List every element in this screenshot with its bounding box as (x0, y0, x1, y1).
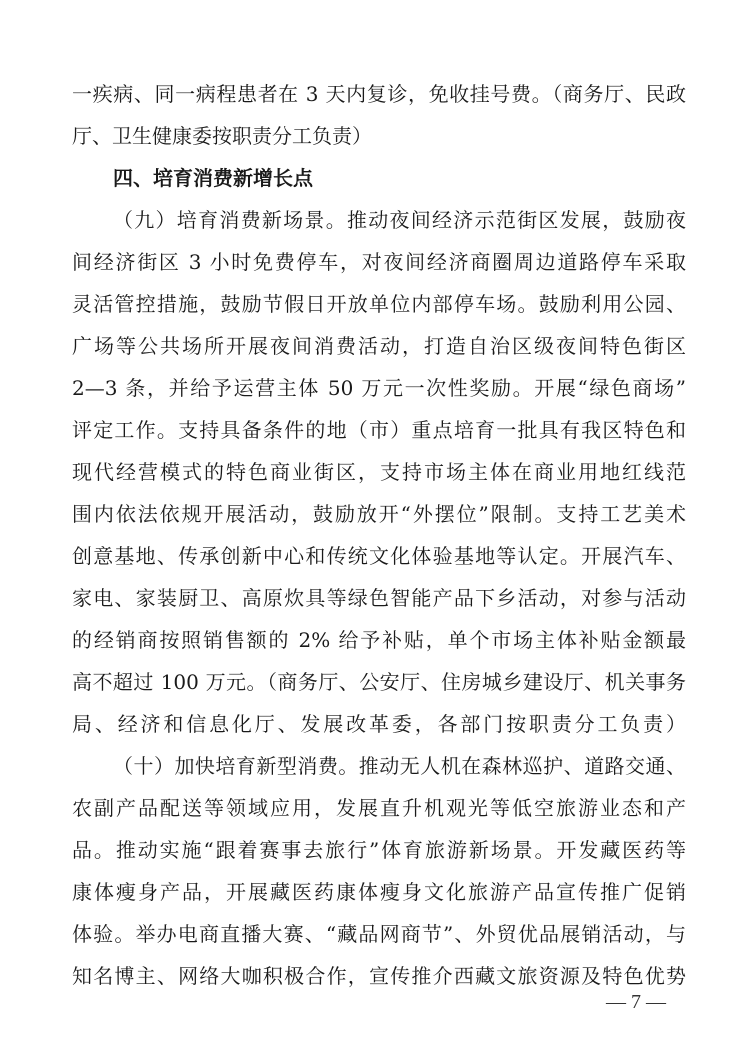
body-line: 高不超过 100 万元。（商务厅、公安厅、住房城乡建设厅、机关事务 (72, 670, 686, 694)
paragraph-first-line: （十）加快培育新型消费。推动无人机在森林巡护、道路交通、 (113, 754, 686, 778)
body-line: 家电、家装厨卫、高原炊具等绿色智能产品下乡活动，对参与活动 (72, 586, 686, 610)
body-line: 的经销商按照销售额的 2% 给予补贴，单个市场主体补贴金额最 (72, 628, 686, 652)
body-line: 厅、卫生健康委按职责分工负责） (72, 124, 372, 148)
body-line: 创意基地、传承创新中心和传统文化体验基地等认定。开展汽车、 (72, 544, 686, 568)
paragraph-first-line: （九）培育消费新场景。推动夜间经济示范街区发展，鼓励夜 (113, 208, 686, 232)
body-line: 知名博主、网络大咖积极合作，宣传推介西藏文旅资源及特色优势 (72, 964, 686, 988)
body-line: 一疾病、同一病程患者在 3 天内复诊，免收挂号费。（商务厅、民政 (72, 82, 686, 106)
body-line: 2—3 条，并给予运营主体 50 万元一次性奖励。开展“绿色商场” (72, 376, 686, 400)
body-line: 间经济街区 3 小时免费停车，对夜间经济商圈周边道路停车采取 (72, 250, 686, 274)
body-line: 体验。举办电商直播大赛、“藏品网商节”、外贸优品展销活动，与 (72, 922, 686, 946)
body-line: 广场等公共场所开展夜间消费活动，打造自治区级夜间特色街区 (72, 334, 686, 358)
page-number: — 7 — (606, 991, 666, 1013)
body-line: 评定工作。支持具备条件的地（市）重点培育一批具有我区特色和 (72, 418, 686, 442)
body-line: 康体瘦身产品，开展藏医药康体瘦身文化旅游产品宣传推广促销 (72, 880, 686, 904)
body-line: 现代经营模式的特色商业街区，支持市场主体在商业用地红线范 (72, 460, 686, 484)
body-line: 局、经济和信息化厅、发展改革委，各部门按职责分工负责） (72, 712, 686, 736)
body-line: 农副产品配送等领域应用，发展直升机观光等低空旅游业态和产 (72, 796, 686, 820)
body-line: 灵活管控措施，鼓励节假日开放单位内部停车场。鼓励利用公园、 (72, 292, 686, 316)
body-line: 围内依法依规开展活动，鼓励放开“外摆位”限制。支持工艺美术 (72, 502, 686, 526)
section-heading: 四、培育消费新增长点 (113, 166, 313, 190)
body-line: 品。推动实施“跟着赛事去旅行”体育旅游新场景。开发藏医药等 (72, 838, 686, 862)
